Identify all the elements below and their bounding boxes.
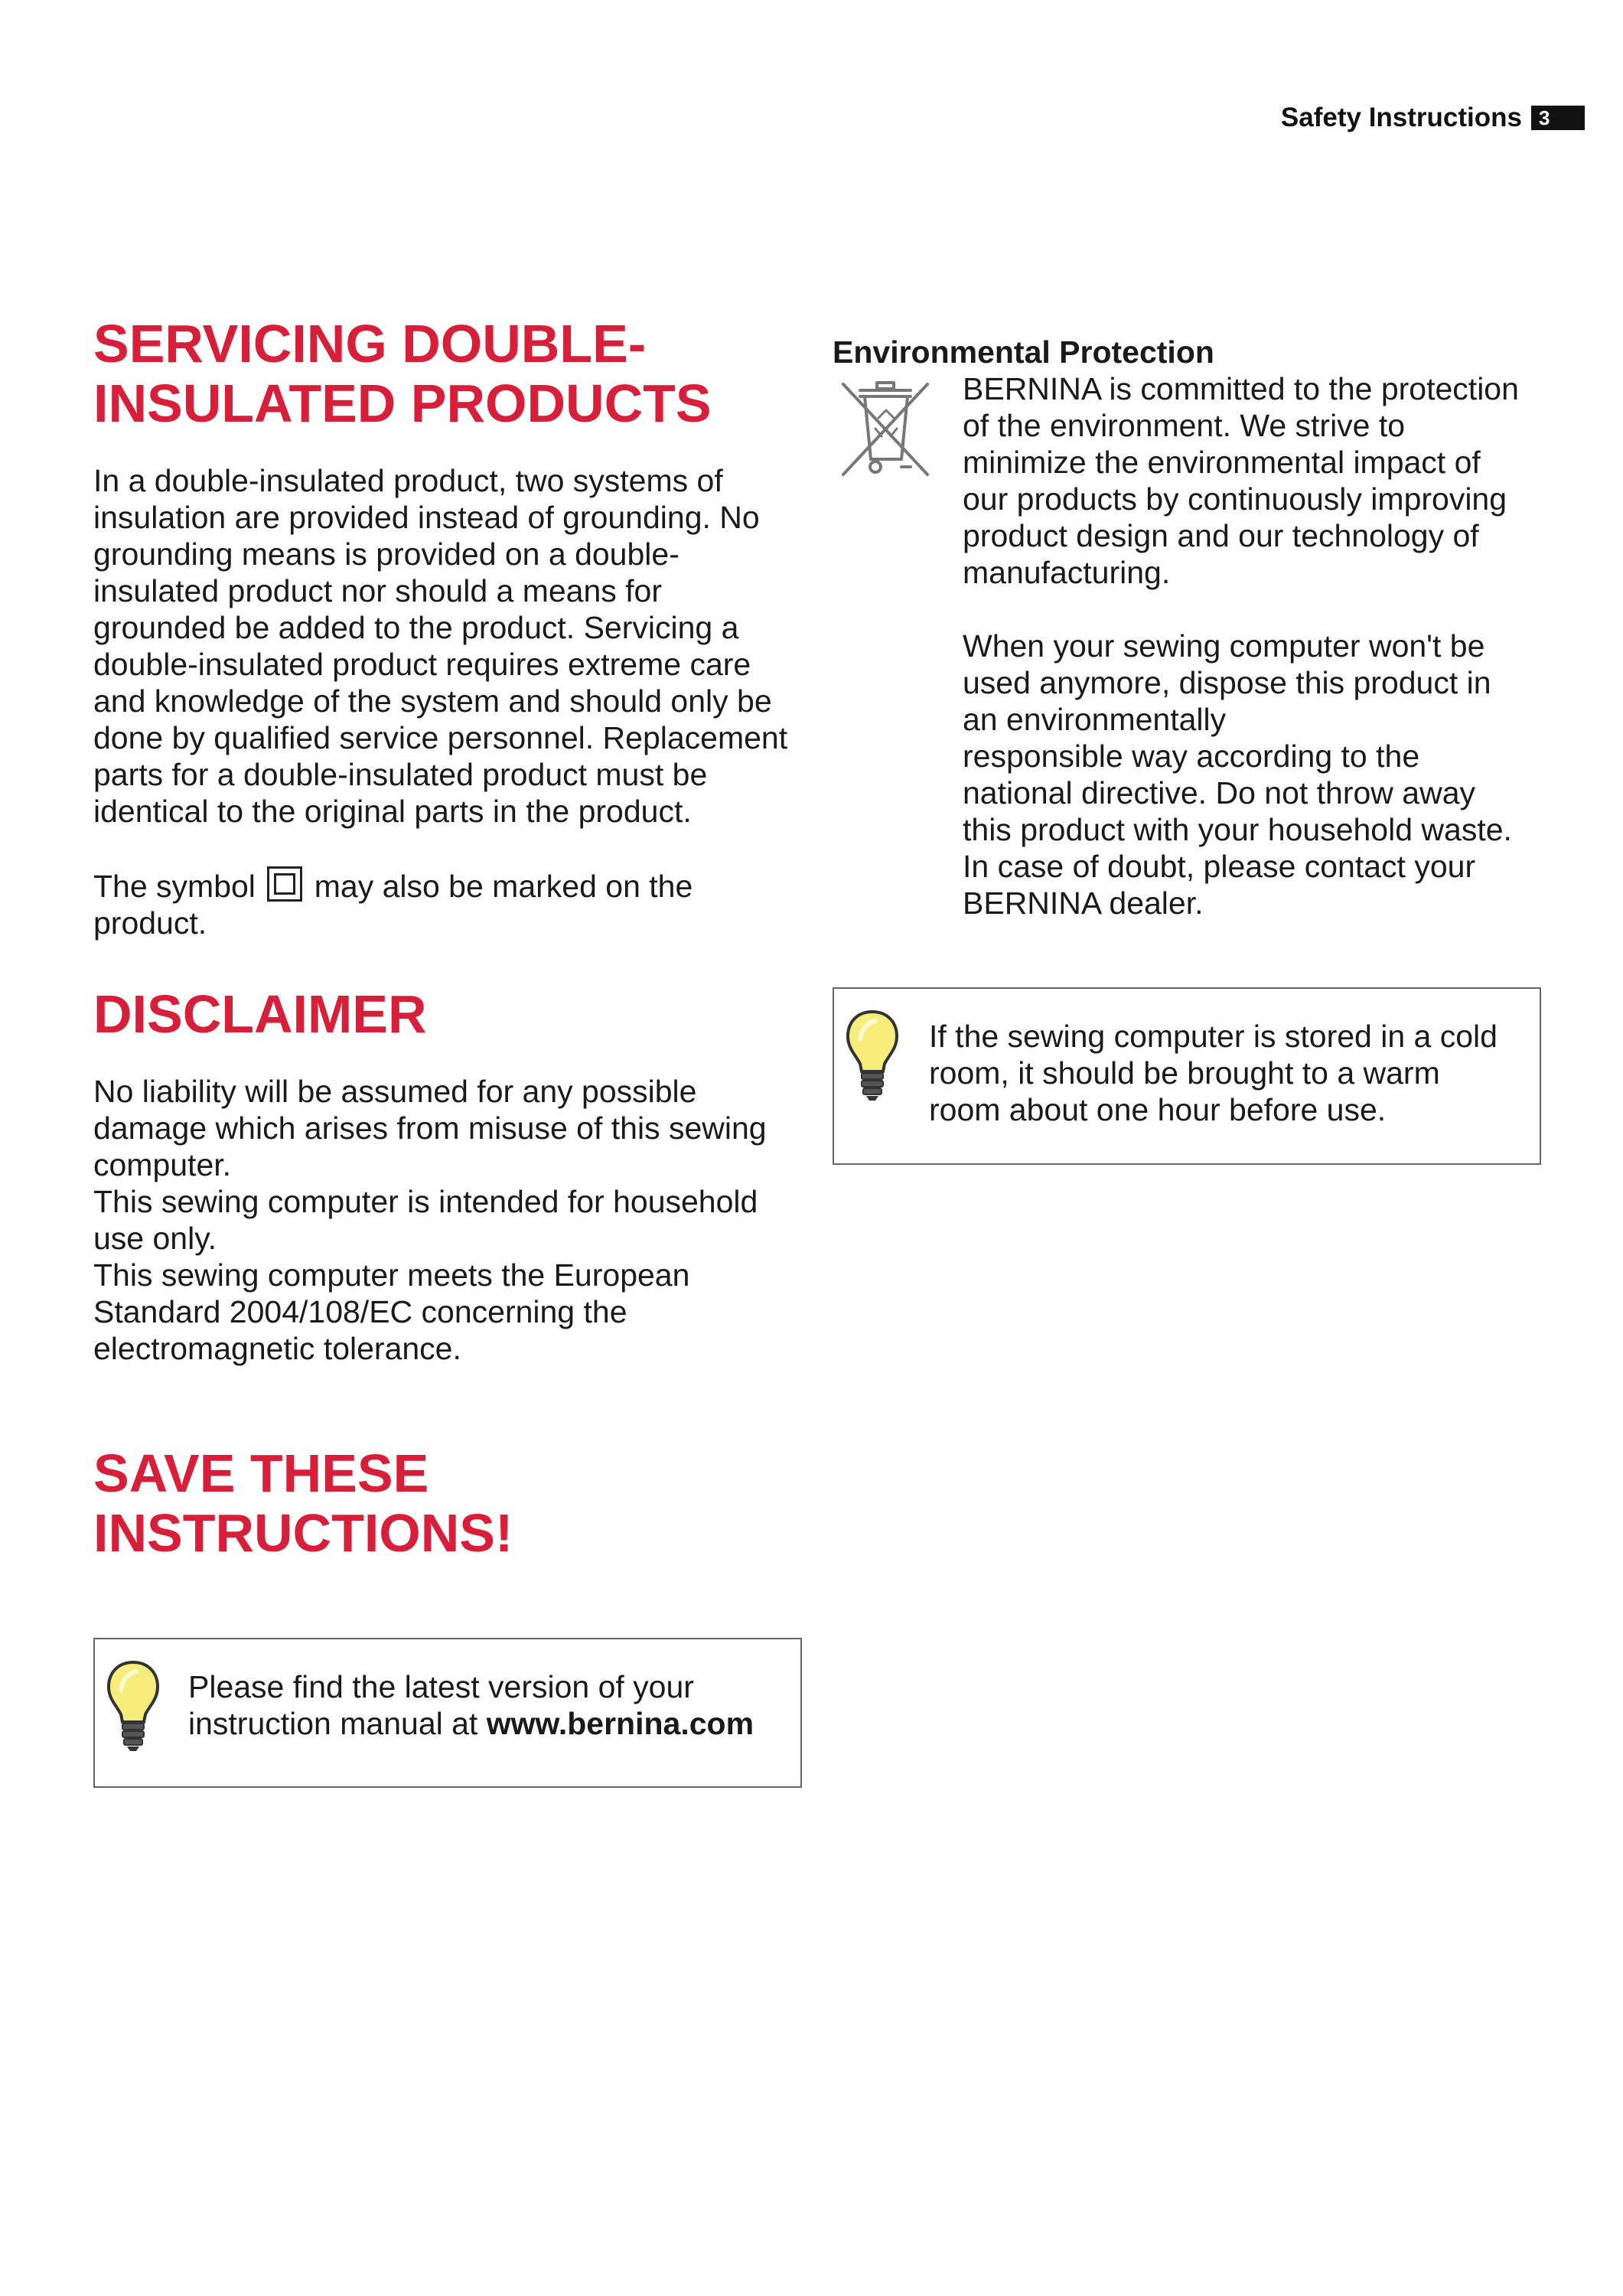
servicing-line: grounding means is provided on a double-	[93, 536, 680, 572]
save-heading-line1: SAVE THESE	[93, 1443, 429, 1503]
manual-tip-text	[188, 1668, 793, 1742]
page-header	[1281, 103, 1585, 133]
storage-tip-box	[833, 987, 1541, 1165]
save-heading	[93, 1443, 805, 1563]
servicing-line: parts for a double-insulated product must be	[93, 757, 708, 792]
servicing-line: identical to the original parts in the product.	[93, 794, 692, 829]
bernina-url-link[interactable]: www.bernina.com	[486, 1706, 754, 1741]
symbol-text-line2: product.	[93, 905, 207, 941]
disclaimer-line: This sewing computer meets the European	[93, 1257, 690, 1293]
left-column	[93, 314, 805, 1563]
environment-line: In case of doubt, please contact your	[963, 849, 1476, 884]
save-heading-line2: INSTRUCTIONS!	[93, 1503, 513, 1563]
servicing-line: double-insulated product requires extreme care	[93, 647, 751, 682]
symbol-text-before: The symbol	[93, 869, 256, 904]
environment-line: our products by continuously improving	[963, 481, 1507, 517]
manual-tip-box	[93, 1638, 802, 1788]
lightbulb-icon	[845, 1009, 900, 1102]
disclaimer-line: No liability will be assumed for any possible	[93, 1074, 697, 1109]
environment-line: minimize the environmental impact of	[963, 445, 1481, 480]
disclaimer-line: computer.	[93, 1147, 232, 1182]
servicing-line: grounded be added to the product. Servicing a	[93, 610, 739, 645]
symbol-text-after: may also be marked on the	[314, 869, 693, 904]
environment-line: of the environment. We strive to	[963, 408, 1406, 443]
servicing-line: and knowledge of the system and should only be	[93, 683, 772, 719]
right-column	[833, 334, 1544, 921]
environment-text	[963, 370, 1559, 921]
manual-tip-line2: instruction manual at	[188, 1706, 487, 1741]
environment-line: responsible way according to the	[963, 739, 1420, 774]
servicing-line: insulated product nor should a means for	[93, 573, 663, 608]
storage-tip-line: room about one hour before use.	[929, 1092, 1387, 1127]
page-number: 3	[1531, 106, 1585, 130]
environment-heading: Environmental Protection	[833, 334, 1214, 370]
disclaimer-line: electromagnetic tolerance.	[93, 1331, 461, 1366]
storage-tip-line: If the sewing computer is stored in a cold	[929, 1019, 1498, 1054]
environment-paragraph2	[963, 628, 1559, 921]
environment-line: product design and our technology of	[963, 518, 1479, 553]
servicing-line: insulation are provided instead of grounding. No	[93, 500, 760, 535]
servicing-heading	[93, 314, 805, 433]
servicing-line: In a double-insulated product, two systems of	[93, 463, 723, 498]
environment-line: this product with your household waste.	[963, 812, 1512, 847]
servicing-heading-line2: INSULATED PRODUCTS	[93, 373, 712, 433]
disclaimer-line: Standard 2004/108/EC concerning the	[93, 1294, 627, 1329]
environment-line: BERNINA is committed to the protection	[963, 371, 1519, 406]
storage-tip-text	[929, 1018, 1533, 1128]
servicing-paragraph	[93, 462, 805, 830]
double-insulation-icon	[267, 866, 302, 902]
disclaimer-line: This sewing computer is intended for household	[93, 1184, 758, 1219]
crossed-out-bin-icon	[837, 380, 932, 479]
disclaimer-heading: DISCLAIMER	[93, 984, 427, 1044]
disclaimer-line: damage which arises from misuse of this sewing	[93, 1110, 767, 1146]
lightbulb-icon	[106, 1659, 161, 1753]
environment-line: national directive. Do not throw away	[963, 775, 1476, 810]
disclaimer-paragraph	[93, 1073, 805, 1367]
environment-line: When your sewing computer won't be	[963, 628, 1485, 664]
header-title: Safety Instructions	[1280, 103, 1522, 132]
environment-paragraph1	[963, 370, 1559, 591]
servicing-line: done by qualified service personnel. Replacement	[93, 720, 788, 755]
environment-line: manufacturing.	[963, 555, 1171, 590]
servicing-heading-line1: SERVICING DOUBLE-	[93, 314, 647, 373]
manual-tip-line1: Please find the latest version of your	[188, 1669, 694, 1704]
disclaimer-line: use only.	[93, 1221, 217, 1256]
environment-line: an environmentally	[963, 702, 1227, 737]
environment-line: used anymore, dispose this product in	[963, 665, 1491, 700]
storage-tip-line: room, it should be brought to a warm	[929, 1055, 1440, 1091]
symbol-paragraph	[93, 866, 805, 941]
environment-line: BERNINA dealer.	[963, 885, 1204, 921]
